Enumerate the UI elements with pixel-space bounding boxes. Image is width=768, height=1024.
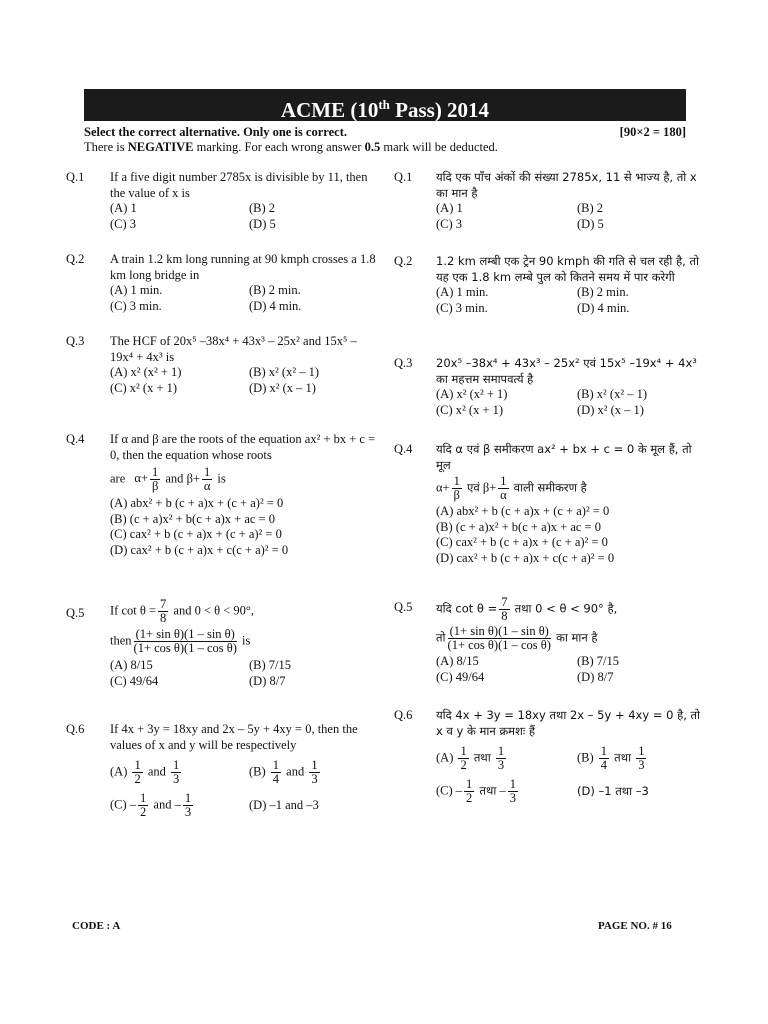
option-a: (A) abx² + b (c + a)x + (c + a)² = 0 [110,496,284,510]
option-b: (B) $\frac{1}{4}$ and $\frac{1}{3}$ [249,758,318,786]
option-b: (B) (c + a)x² + b(c + a)x + ac = 0 [436,519,601,534]
option-d: (D) 4 min. [249,298,302,313]
question-text: 20x⁵ –38x⁴ + 43x³ – 25x² एवं 15x⁵ –19x⁴ + 4x³ का महत्तम समापवर्त्य है [436,356,697,386]
question-number: Q.1 [394,170,413,184]
option-b: (B) 7/15 [249,658,292,672]
title-post: Pass) 2014 [389,98,490,122]
option-b: (B) 2 min. [249,283,301,297]
question-text: The HCF of 20x⁵ –38x⁴ + 43x³ – 25x² and 15x⁵ –19x⁴ + 4x³ is [110,334,357,364]
option-c: (C) cax² + b (c + a)x + (c + a)² = 0 [110,527,282,541]
question-number: Q.1 [66,170,85,184]
option-d: (D) –1 and –3 [249,797,319,812]
footer-page-number: PAGE NO. # 16 [598,920,672,932]
option-d: (D) –1 तथा –3 [577,783,649,798]
question-text: यदि एक पाँच अंकों की संख्या 2785x, 11 से भाज्य है, तो x का मान है [436,170,697,200]
question-number: Q.3 [66,334,85,348]
option-b: (B) x² (x² – 1) [577,387,647,401]
footer-code: CODE : A [72,920,121,932]
option-b: (B) $\frac{1}{4}$ तथा $\frac{1}{3}$ [577,744,645,772]
option-d: (D) cax² + b (c + a)x + c(c + a)² = 0 [110,542,289,557]
question-number: Q.2 [66,252,85,266]
option-d: (D) 4 min. [577,300,630,315]
option-b: (B) 2 min. [577,285,629,299]
instructions [84,125,686,155]
option-d: (D) 5 [249,216,276,231]
question-expression: तो $\frac{\text{(1+ sin θ)(1 – sin θ)}}{\text{(1+ cos θ)(1 – cos θ)}}$ का मान है [436,624,598,652]
question-number: Q.5 [394,600,413,614]
exam-title-banner [84,89,686,121]
question-number: Q.6 [66,722,85,736]
question-text: If α and β are the roots of the equation ax² + bx + c = 0, then the equation whose roots [110,432,376,462]
question-condition: यदि cot θ = $\frac{7}{8}$ तथा 0 < θ < 90° है, [436,595,618,623]
option-d: (D) 8/7 [577,669,614,684]
question-number: Q.5 [66,606,85,620]
option-c: (C) 3 [110,216,137,231]
option-c: (C) 49/64 [436,669,485,684]
option-a: (A) $\frac{1}{2}$ तथा $\frac{1}{3}$ [436,744,505,772]
roots-expression: are α+ $\frac{1}{\beta}$ and β+ $\frac{1}{\alpha}$ is [110,465,226,493]
option-a: (A) $\frac{1}{2}$ and $\frac{1}{3}$ [110,758,180,786]
fraction-7-over-8: $\frac{7}{8}$ [160,597,167,625]
option-d: (D) x² (x – 1) [577,402,644,417]
option-d: (D) x² (x – 1) [249,380,316,395]
option-d: (D) 8/7 [249,673,286,688]
option-a: (A) x² (x² + 1) [110,365,182,379]
option-c: (C) 3 min. [436,300,488,315]
question-number: Q.2 [394,254,413,268]
option-a: (A) 8/15 [436,654,479,668]
option-a: (A) x² (x² + 1) [436,387,508,401]
option-b: (B) x² (x² – 1) [249,365,319,379]
question-number: Q.3 [394,356,413,370]
question-expression: then $\frac{\text{(1+ sin θ)(1 – sin θ)}}{\text{(1+ cos θ)(1 – cos θ)}}$ is [110,627,251,655]
option-a: (A) 8/15 [110,658,153,672]
title-pre: ACME (10 [280,98,379,122]
question-text: A train 1.2 km long running at 90 kmph crosses a 1.8 km long bridge in [110,252,376,282]
question-number: Q.4 [394,442,413,456]
option-b: (B) 2 [577,201,604,215]
question-number: Q.4 [66,432,85,446]
question-text: यदि 4x + 3y = 18xy तथा 2x – 5y + 4xy = 0 है, तो x व y के मान क्रमशः हैं [436,708,701,738]
question-text: 1.2 km लम्बी एक ट्रेन 90 kmph की गति से चल रही है, तो यह एक 1.8 km लम्बे पुल को कितने समय में पार करेगी [436,254,699,284]
option-c: (C) cax² + b (c + a)x + (c + a)² = 0 [436,535,608,549]
question-condition: If cot θ = $\frac{7}{8}$ and 0 < θ < 90°, [110,597,255,625]
option-d: (D) 5 [577,216,604,231]
option-c: (C) 49/64 [110,673,159,688]
trig-fraction: $\frac{\text{(1+ sin θ)(1 – sin θ)}}{\text{(1+ cos θ)(1 – cos θ)}}$ [133,627,237,655]
question-text: यदि α एवं β समीकरण ax² + bx + c = 0 के मूल हैं, तो मूल [436,442,692,472]
instruction-line-1: Select the correct alternative. Only one is correct. [84,125,347,139]
question-text: If a five digit number 2785x is divisible by 11, then the value of x is [110,170,368,200]
option-a: (A) 1 [110,201,137,215]
question-text: If 4x + 3y = 18xy and 2x – 5y + 4xy = 0, then the values of x and y will be respectively [110,722,358,752]
option-b: (B) (c + a)x² + b(c + a)x + ac = 0 [110,511,275,526]
roots-expression: α+ $\frac{1}{\beta}$ एवं β+ $\frac{1}{\alpha}$ वाली समीकरण है [436,474,587,502]
option-c: (C) x² (x + 1) [110,380,178,395]
marks-label: [90×2 = 180] [619,125,686,139]
option-b: (B) 7/15 [577,654,620,668]
option-a: (A) 1 [436,201,463,215]
instruction-line-2: There is NEGATIVE marking. For each wrong answer 0.5 mark will be deducted. [84,140,498,154]
option-c: (C) x² (x + 1) [436,402,504,417]
question-number: Q.6 [394,708,413,722]
option-c: (C) – $\frac{1}{2}$ तथा – $\frac{1}{3}$ [436,777,516,805]
option-a: (A) abx² + b (c + a)x + (c + a)² = 0 [436,504,610,518]
fraction-1-over-alpha: $\frac{1}{\alpha}$ [203,465,211,493]
option-b: (B) 2 [249,201,276,215]
option-a: (A) 1 min. [436,285,489,299]
option-c: (C) 3 [436,216,463,231]
option-c: (C) – $\frac{1}{2}$ and – $\frac{1}{3}$ [110,791,192,819]
option-c: (C) 3 min. [110,298,162,313]
title-sup: th [378,97,390,112]
fraction-1-over-beta: $\frac{1}{\beta}$ [151,465,159,493]
option-d: (D) cax² + b (c + a)x + c(c + a)² = 0 [436,550,615,565]
option-a: (A) 1 min. [110,283,163,297]
